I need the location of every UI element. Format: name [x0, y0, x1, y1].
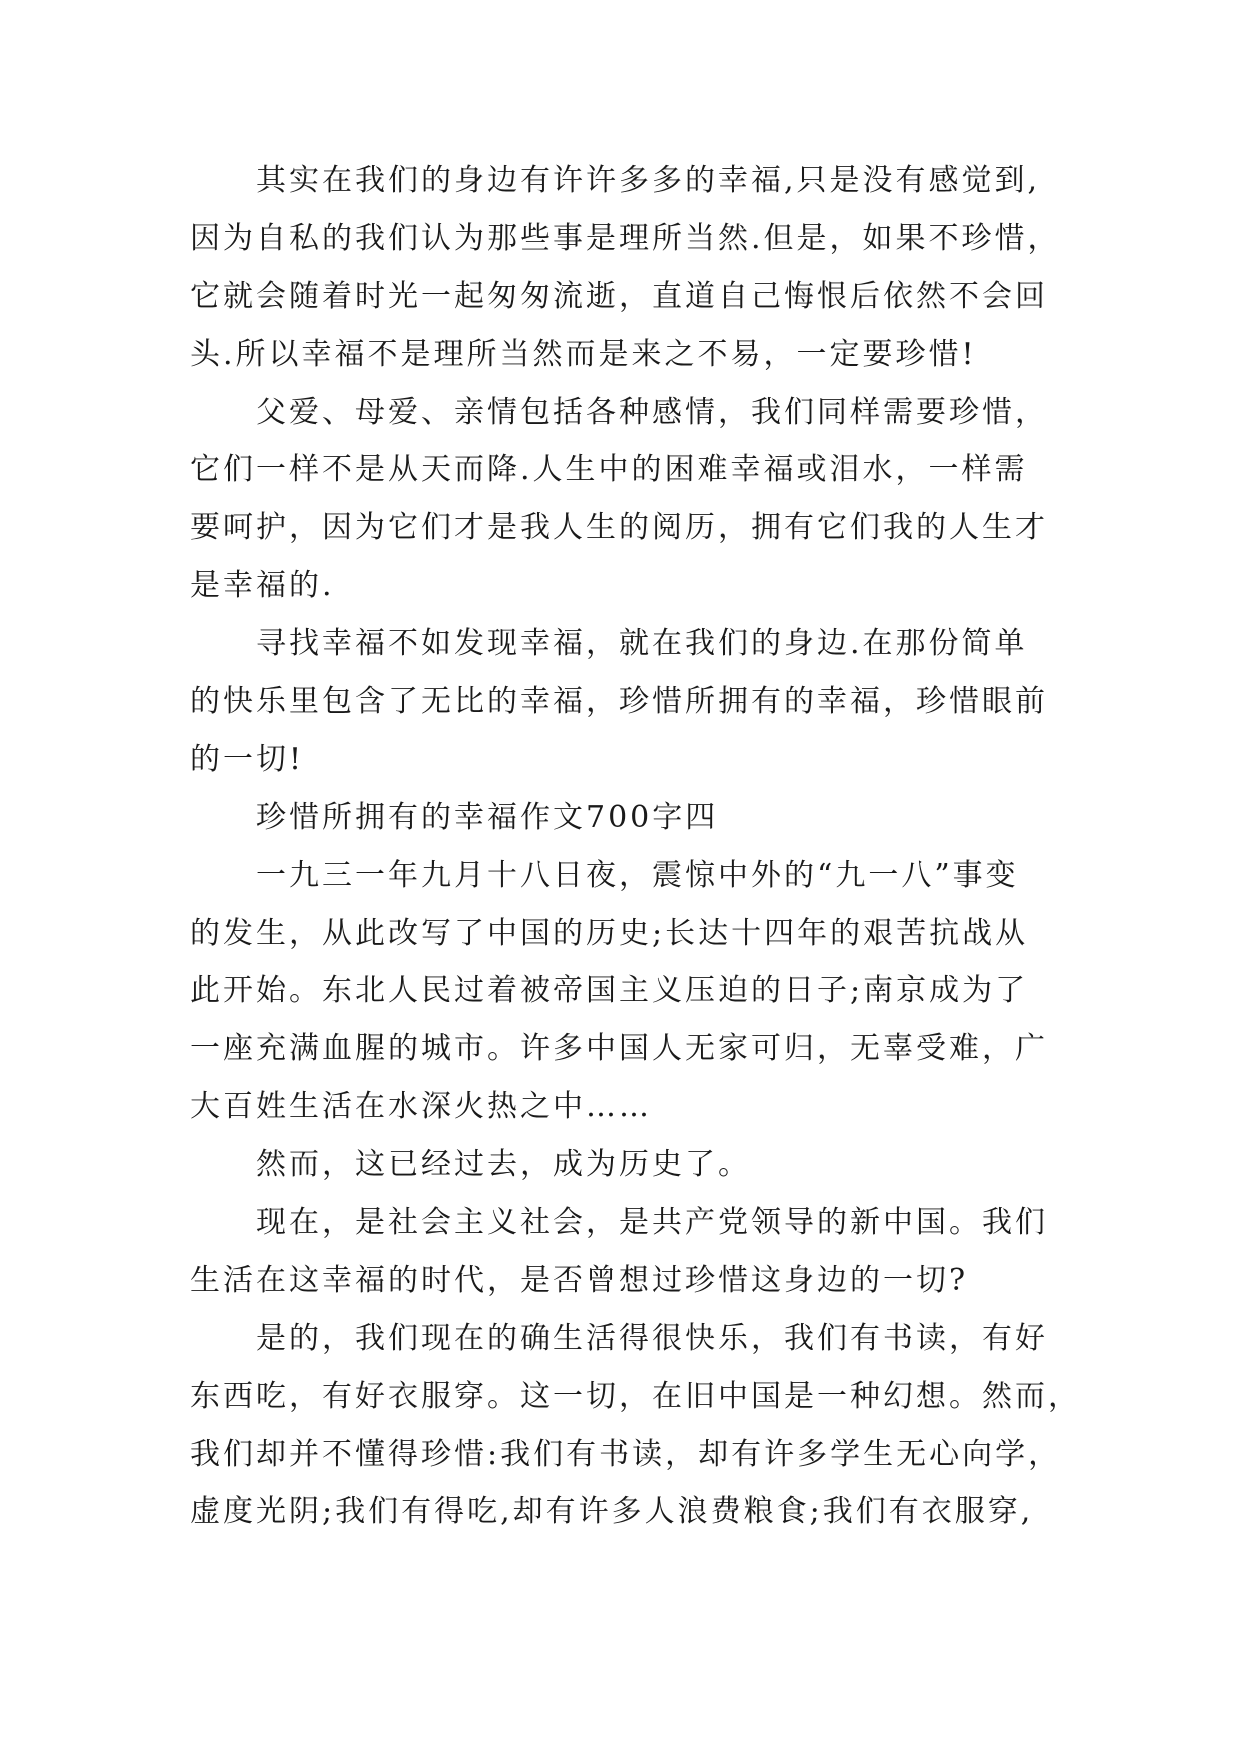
text-line: 一座充满血腥的城市。许多中国人无家可归，无辜受难，广	[190, 1031, 1048, 1067]
section-heading: 珍惜所拥有的幸福作文700字四	[256, 799, 719, 835]
text-line: 现在，是社会主义社会，是共产党领导的新中国。我们	[256, 1205, 1048, 1241]
text-line: 它就会随着时光一起匆匆流逝，直道自己悔恨后依然不会回	[190, 278, 1048, 314]
text-line: 因为自私的我们认为那些事是理所当然.但是，如果不珍惜，	[190, 220, 1061, 256]
text-line: 头.所以幸福不是理所当然而是来之不易，一定要珍惜!	[190, 336, 977, 372]
text-line: 其实在我们的身边有许许多多的幸福,只是没有感觉到,	[256, 163, 1041, 198]
text-line: 一九三一年九月十八日夜，震惊中外的“九一八”事变	[256, 857, 1019, 893]
text-line: 生活在这幸福的时代，是否曾想过珍惜这身边的一切?	[190, 1262, 969, 1298]
text-line: 此开始。东北人民过着被帝国主义压迫的日子;南京成为了	[190, 973, 1029, 1009]
text-line: 父爱、母爱、亲情包括各种感情，我们同样需要珍惜，	[256, 394, 1048, 430]
document-body	[190, 152, 1081, 1541]
text-line: 寻找幸福不如发现幸福，就在我们的身边.在那份简单	[256, 626, 1028, 662]
text-line: 的发生，从此改写了中国的历史;长达十四年的艰苦抗战从	[190, 915, 1029, 951]
text-line: 东西吃，有好衣服穿。这一切，在旧中国是一种幻想。然而，	[190, 1378, 1081, 1414]
text-line: 它们一样不是从天而降.人生中的困难幸福或泪水，一样需	[190, 452, 1028, 488]
text-line: 我们却并不懂得珍惜:我们有书读，却有许多学生无心向学，	[190, 1436, 1062, 1472]
text-line: 大百姓生活在水深火热之中……	[190, 1089, 652, 1125]
text-line: 是的，我们现在的确生活得很快乐，我们有书读，有好	[256, 1320, 1048, 1356]
text-line: 要呵护，因为它们才是我人生的阅历，拥有它们我的人生才	[190, 510, 1048, 546]
text-line: 虚度光阴;我们有得吃,却有许多人浪费粮食;我们有衣服穿,	[190, 1494, 1034, 1530]
text-line: 是幸福的.	[190, 568, 335, 604]
text-line: 的快乐里包含了无比的幸福，珍惜所拥有的幸福，珍惜眼前	[190, 684, 1048, 720]
text-line: 然而，这已经过去，成为历史了。	[256, 1147, 751, 1183]
text-line: 的一切!	[190, 741, 305, 777]
